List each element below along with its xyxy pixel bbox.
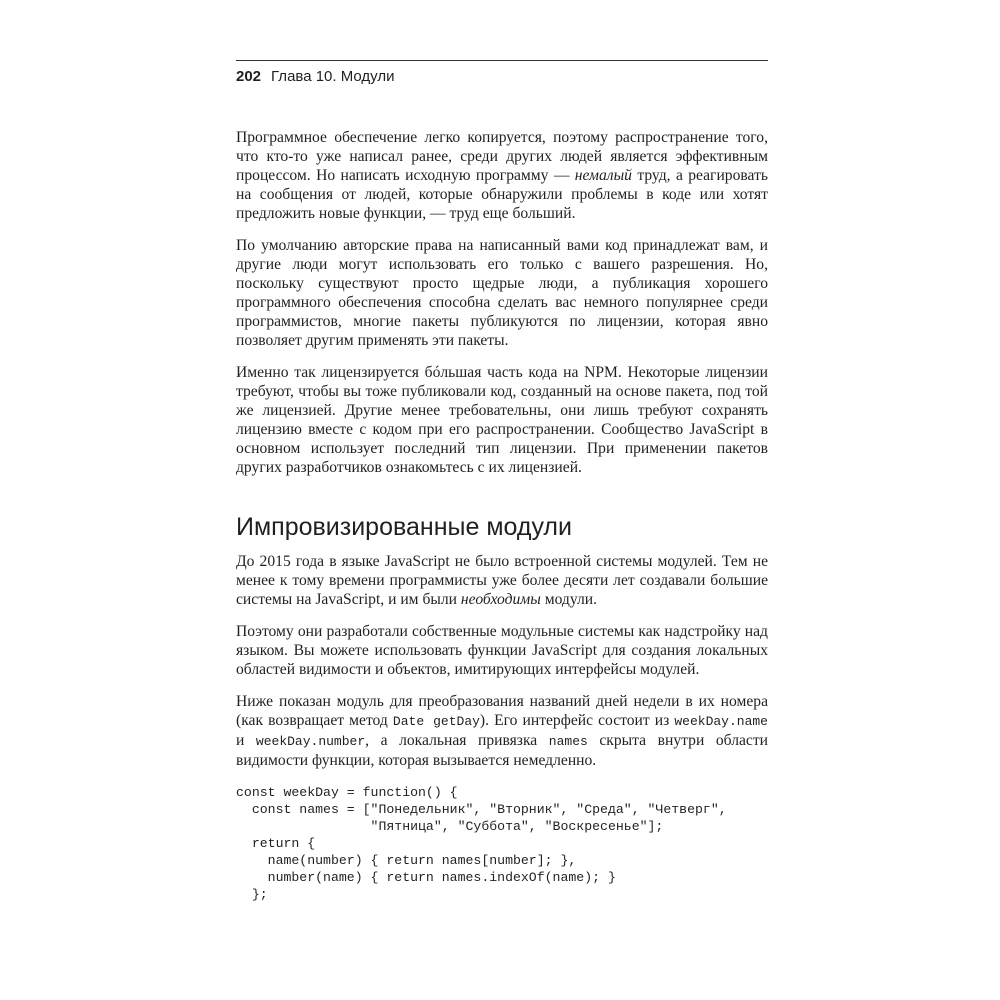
code-line: const names = ["Понедельник", "Вторник", "Среда", "Четверг", [236,802,727,817]
inline-code: weekDay.number [255,734,366,749]
text-run: труд, а реагировать на сообщения от людей, которые обнаружили проблемы в коде или хотят предложить новые функции, — труд еще больший. [236,167,768,222]
text-run: ). Его интерфейс состоит из [479,712,675,729]
text-run: До 2015 года в языке JavaScript не было встроенной системы модулей. Тем не менее к тому времени программисты уже более десяти лет создавали большие системы на JavaScript, и им были [236,553,768,608]
code-block [236,784,768,903]
emphasis-text: немалый [574,167,632,184]
inline-code: names [548,734,588,749]
page-number: 202 [236,68,262,85]
paragraph-weekday-intro [236,692,768,770]
code-line: name(number) { return names[number]; }, [236,853,577,868]
paragraph-copyright: По умолчанию авторские права на написанный вами код принадлежат вам, и другие люди могут использовать его только с вашего разрешения. Но, поскольку существуют просто щедрые люди, а публикация хорошего программного обеспечения способна сделать вас немного популярнее среди программистов, многие пакеты публикуются по лицензии, которая явно позволяет другим применять эти пакеты. [236,237,768,349]
paragraph-module-systems: Поэтому они разработали собственные модульные системы как надстройку над языком. Вы можете использовать функции JavaScript для создания локальных областей видимости и объектов, имитирующих интерфейсы модулей. [236,623,768,678]
text-run: и [236,732,256,749]
page-body [236,128,768,903]
paragraph-copying [236,128,768,223]
text-run: Программное обеспечение легко копируется, поэтому распространение того, что кто-то уже написал ранее, среди других людей является эффективным процессом. Но написать исходную программу — [236,129,768,184]
book-page [236,60,768,903]
code-line: }; [236,887,268,902]
inline-code: Date getDay [392,714,480,729]
chapter-title: Глава 10. Модули [271,68,395,85]
running-header [236,60,768,90]
code-line: "Пятница", "Суббота", "Воскресенье"]; [236,819,664,834]
paragraph-history [236,552,768,609]
text-run: скрыта внутри области видимости функции, которая вызывается немедленно. [236,732,768,769]
code-line: return { [236,836,316,851]
code-line: const weekDay = function() { [236,785,458,800]
text-run: Ниже показан модуль для преобразования названий дней недели в их номера (как возвращает метод [236,693,768,729]
emphasis-text: необходимы [460,591,541,608]
text-run: , а локальная привязка [365,732,549,749]
code-line: number(name) { return names.indexOf(name); } [236,870,616,885]
section-heading: Импровизированные модули [236,513,572,541]
text-run: модули. [540,591,597,608]
inline-code: weekDay.name [674,714,768,729]
paragraph-licenses: Именно так лицензируется бóльшая часть кода на NPM. Некоторые лицензии требуют, чтобы вы тоже публиковали код, созданный на основе пакета, под той же лицензией. Другие менее требовательны, они лишь требуют сохранять лицензию вместе с кодом при его распространении. Сообщество JavaScript в основном использует последний тип лицензии. При применении пакетов других разработчиков ознакомьтесь с их лицензией. [236,364,768,476]
